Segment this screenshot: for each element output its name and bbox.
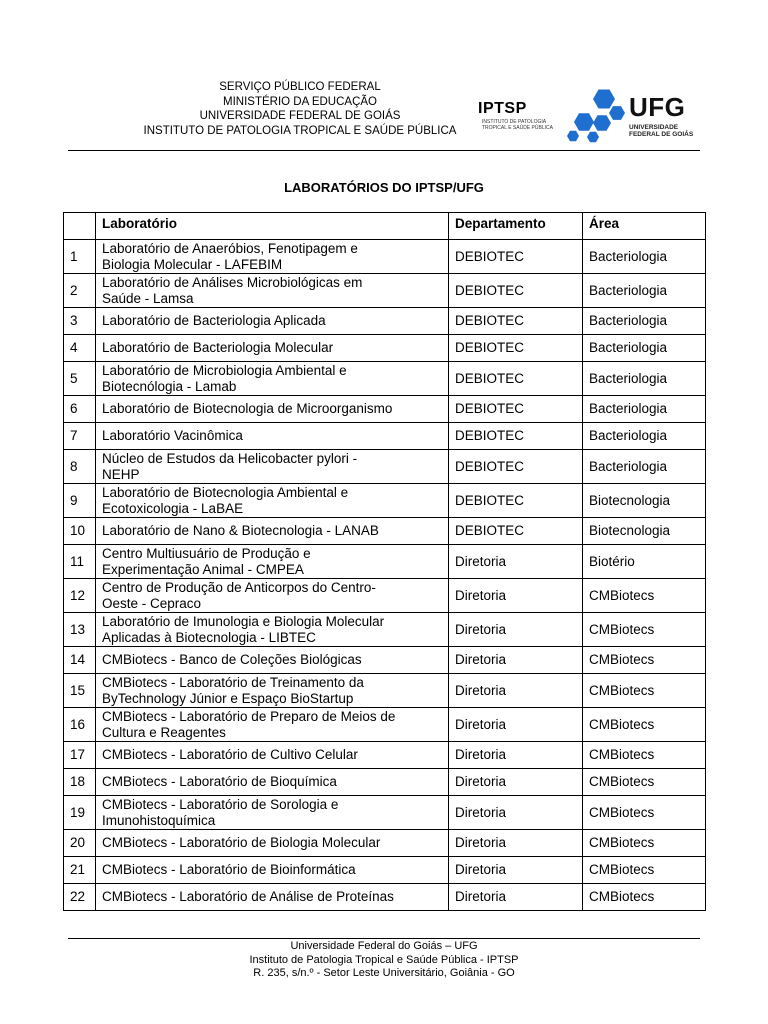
- laboratory-cell: [96, 545, 449, 579]
- page-footer: [0, 940, 768, 981]
- row-number: 4: [64, 335, 96, 362]
- ufg-logo-subtitle: [629, 124, 693, 138]
- laboratory-name-line: CMBiotecs - Laboratório de Sorologia e: [102, 796, 339, 812]
- header-divider: [68, 150, 700, 151]
- area-cell: CMBiotecs: [583, 857, 706, 884]
- table-row: [64, 274, 706, 308]
- department-cell: Diretoria: [449, 796, 583, 830]
- department-cell: Diretoria: [449, 857, 583, 884]
- area-cell: CMBiotecs: [583, 830, 706, 857]
- area-cell: CMBiotecs: [583, 708, 706, 742]
- area-cell: CMBiotecs: [583, 579, 706, 613]
- table-row: [64, 484, 706, 518]
- laboratory-cell: [96, 240, 449, 274]
- laboratory-cell: [96, 274, 449, 308]
- row-number: 19: [64, 796, 96, 830]
- laboratories-table: [63, 212, 706, 911]
- laboratory-name-line: Oeste - Cepraco: [102, 595, 202, 611]
- laboratory-name-line: Laboratório de Anaeróbios, Fenotipagem e: [102, 240, 358, 256]
- ufg-hexagons-icon: [563, 86, 627, 146]
- iptsp-logo-subtitle-line: TROPICAL E SAÚDE PÚBLICA: [482, 124, 553, 131]
- laboratory-name-line: ByTechnology Júnior e Espaço BioStartup: [102, 690, 354, 706]
- laboratory-name-line: Biologia Molecular - LAFEBIM: [102, 256, 283, 272]
- laboratory-name-line: CMBiotecs - Laboratório de Treinamento da: [102, 674, 364, 690]
- area-cell: CMBiotecs: [583, 796, 706, 830]
- laboratory-cell: [96, 518, 449, 545]
- department-cell: DEBIOTEC: [449, 240, 583, 274]
- laboratory-cell: [96, 796, 449, 830]
- department-cell: DEBIOTEC: [449, 484, 583, 518]
- iptsp-logo: [478, 100, 558, 131]
- department-cell: DEBIOTEC: [449, 450, 583, 484]
- row-number: 14: [64, 647, 96, 674]
- area-cell: Biotério: [583, 545, 706, 579]
- laboratory-name-line: NEHP: [102, 466, 140, 482]
- footer-divider: [68, 938, 700, 939]
- footer-line: Universidade Federal do Goiás – UFG: [290, 940, 478, 952]
- hexagon-shape: [609, 106, 625, 120]
- laboratory-cell: [96, 742, 449, 769]
- table-row: [64, 240, 706, 274]
- table-row: [64, 545, 706, 579]
- area-cell: CMBiotecs: [583, 742, 706, 769]
- department-cell: DEBIOTEC: [449, 308, 583, 335]
- letterhead-text: [110, 80, 490, 138]
- laboratory-cell: [96, 450, 449, 484]
- table-body: [64, 240, 706, 911]
- department-cell: Diretoria: [449, 545, 583, 579]
- table-row: [64, 450, 706, 484]
- row-number: 22: [64, 884, 96, 911]
- laboratory-cell: [96, 484, 449, 518]
- row-number: 20: [64, 830, 96, 857]
- department-cell: Diretoria: [449, 769, 583, 796]
- hexagon-shape: [587, 132, 599, 142]
- laboratory-cell: [96, 613, 449, 647]
- table-row: [64, 830, 706, 857]
- laboratory-name-line: Laboratório de Imunologia e Biologia Molecular: [102, 613, 385, 629]
- hexagon-shape: [593, 115, 611, 131]
- row-number: 10: [64, 518, 96, 545]
- row-number: 5: [64, 362, 96, 396]
- department-cell: Diretoria: [449, 830, 583, 857]
- laboratory-cell: [96, 647, 449, 674]
- row-number: 9: [64, 484, 96, 518]
- area-cell: Bacteriologia: [583, 308, 706, 335]
- row-number: 3: [64, 308, 96, 335]
- laboratory-cell: [96, 423, 449, 450]
- laboratory-name-line: Saúde - Lamsa: [102, 290, 194, 306]
- row-number: 2: [64, 274, 96, 308]
- header-line: UNIVERSIDADE FEDERAL DE GOIÁS: [199, 110, 401, 122]
- area-cell: CMBiotecs: [583, 769, 706, 796]
- laboratory-name-line: CMBiotecs - Laboratório de Análise de Proteínas: [102, 889, 394, 904]
- department-cell: DEBIOTEC: [449, 423, 583, 450]
- laboratory-name-line: Cultura e Reagentes: [102, 724, 226, 740]
- laboratory-name-line: Centro de Produção de Anticorpos do Centro-: [102, 579, 376, 595]
- laboratory-name-line: Núcleo de Estudos da Helicobacter pylori -: [102, 450, 358, 466]
- iptsp-logo-subtitle: [482, 120, 558, 131]
- laboratory-name-line: Laboratório de Biotecnologia Ambiental e: [102, 484, 349, 500]
- row-number: 13: [64, 613, 96, 647]
- table-row: [64, 708, 706, 742]
- department-cell: Diretoria: [449, 674, 583, 708]
- area-cell: Bacteriologia: [583, 240, 706, 274]
- laboratory-cell: [96, 884, 449, 911]
- table-row: [64, 857, 706, 884]
- laboratory-cell: [96, 362, 449, 396]
- row-number: 7: [64, 423, 96, 450]
- department-cell: Diretoria: [449, 613, 583, 647]
- row-number: 18: [64, 769, 96, 796]
- hexagon-shape: [574, 113, 594, 130]
- table-row: [64, 335, 706, 362]
- ufg-logo-title: UFG: [629, 92, 686, 122]
- hexagon-shape: [593, 90, 615, 109]
- laboratory-cell: [96, 579, 449, 613]
- area-cell: CMBiotecs: [583, 613, 706, 647]
- laboratory-name-line: CMBiotecs - Laboratório de Bioinformática: [102, 862, 356, 877]
- laboratory-name-line: Laboratório de Microbiologia Ambiental e: [102, 362, 347, 378]
- laboratory-name-line: Laboratório de Análises Microbiológicas em: [102, 274, 363, 290]
- laboratory-name-line: Laboratório Vacinômica: [102, 428, 243, 443]
- area-cell: CMBiotecs: [583, 884, 706, 911]
- area-cell: CMBiotecs: [583, 674, 706, 708]
- laboratory-name-line: Imunohistoquímica: [102, 812, 216, 828]
- row-number: 1: [64, 240, 96, 274]
- department-cell: Diretoria: [449, 742, 583, 769]
- laboratory-cell: [96, 396, 449, 423]
- row-number: 16: [64, 708, 96, 742]
- table-row: [64, 423, 706, 450]
- footer-line: R. 235, s/n.º - Setor Leste Universitário, Goiânia - GO: [253, 967, 515, 979]
- laboratory-name-line: Aplicadas à Biotecnologia - LIBTEC: [102, 629, 316, 645]
- laboratory-cell: [96, 708, 449, 742]
- department-cell: DEBIOTEC: [449, 396, 583, 423]
- table-row: [64, 674, 706, 708]
- area-cell: CMBiotecs: [583, 647, 706, 674]
- table-row: [64, 769, 706, 796]
- laboratory-name-line: Centro Multiusuário de Produção e: [102, 545, 311, 561]
- table-row: [64, 884, 706, 911]
- table-row: [64, 613, 706, 647]
- table-row: [64, 796, 706, 830]
- laboratory-cell: [96, 830, 449, 857]
- department-cell: DEBIOTEC: [449, 274, 583, 308]
- department-cell: Diretoria: [449, 647, 583, 674]
- document-title: LABORATÓRIOS DO IPTSP/UFG: [284, 180, 484, 195]
- area-cell: Biotecnologia: [583, 518, 706, 545]
- laboratory-name-line: Biotecnólogia - Lamab: [102, 378, 237, 394]
- footer-line: Instituto de Patologia Tropical e Saúde Pública - IPTSP: [249, 953, 519, 966]
- column-header: Área: [583, 213, 706, 240]
- table-row: [64, 308, 706, 335]
- row-number: 6: [64, 396, 96, 423]
- table-row: [64, 579, 706, 613]
- row-number: 11: [64, 545, 96, 579]
- laboratory-name-line: CMBiotecs - Laboratório de Biologia Molecular: [102, 835, 381, 850]
- column-header: Departamento: [449, 213, 583, 240]
- laboratory-name-line: CMBiotecs - Laboratório de Cultivo Celular: [102, 747, 358, 762]
- header-line: INSTITUTO DE PATOLOGIA TROPICAL E SAÚDE PÚBLICA: [143, 124, 457, 137]
- hexagon-shape: [567, 131, 579, 141]
- department-cell: DEBIOTEC: [449, 362, 583, 396]
- area-cell: Bacteriologia: [583, 274, 706, 308]
- laboratory-name-line: Ecotoxicologia - LaBAE: [102, 500, 244, 516]
- area-cell: Bacteriologia: [583, 423, 706, 450]
- column-header: Laboratório: [96, 213, 449, 240]
- row-number: 15: [64, 674, 96, 708]
- row-number: 8: [64, 450, 96, 484]
- ufg-logo: [563, 86, 703, 146]
- table-row: [64, 362, 706, 396]
- department-cell: Diretoria: [449, 579, 583, 613]
- laboratory-cell: [96, 769, 449, 796]
- laboratory-cell: [96, 857, 449, 884]
- area-cell: Bacteriologia: [583, 335, 706, 362]
- area-cell: Bacteriologia: [583, 396, 706, 423]
- header-line: SERVIÇO PÚBLICO FEDERAL: [219, 81, 381, 93]
- row-number: 21: [64, 857, 96, 884]
- laboratory-name-line: Laboratório de Bacteriologia Molecular: [102, 340, 334, 355]
- iptsp-logo-title: IPTSP: [478, 100, 527, 117]
- laboratory-name-line: Laboratório de Biotecnologia de Microorganismo: [102, 401, 393, 416]
- department-cell: DEBIOTEC: [449, 335, 583, 362]
- ufg-logo-subtitle-line: FEDERAL DE GOIÁS: [629, 131, 694, 138]
- table-row: [64, 647, 706, 674]
- header-line: MINISTÉRIO DA EDUCAÇÃO: [223, 95, 377, 108]
- row-number: 17: [64, 742, 96, 769]
- table-row: [64, 742, 706, 769]
- laboratory-name-line: CMBiotecs - Laboratório de Bioquímica: [102, 774, 337, 789]
- area-cell: Bacteriologia: [583, 362, 706, 396]
- laboratory-name-line: CMBiotecs - Banco de Coleções Biológicas: [102, 652, 362, 667]
- iptsp-logo-subtitle-line: INSTITUTO DE PATOLOGIA: [482, 119, 547, 125]
- laboratory-cell: [96, 308, 449, 335]
- table-row: [64, 518, 706, 545]
- laboratory-cell: [96, 674, 449, 708]
- laboratory-name-line: Laboratório de Nano & Biotecnologia - LANAB: [102, 523, 379, 538]
- table-header-row: [64, 213, 706, 240]
- department-cell: DEBIOTEC: [449, 518, 583, 545]
- laboratory-cell: [96, 335, 449, 362]
- ufg-logo-subtitle-line: UNIVERSIDADE: [629, 124, 679, 131]
- department-cell: Diretoria: [449, 708, 583, 742]
- area-cell: Biotecnologia: [583, 484, 706, 518]
- column-header: [64, 213, 96, 240]
- laboratory-name-line: CMBiotecs - Laboratório de Preparo de Meios de: [102, 708, 396, 724]
- laboratory-name-line: Laboratório de Bacteriologia Aplicada: [102, 313, 326, 328]
- department-cell: Diretoria: [449, 884, 583, 911]
- table-row: [64, 396, 706, 423]
- area-cell: Bacteriologia: [583, 450, 706, 484]
- row-number: 12: [64, 579, 96, 613]
- laboratory-name-line: Experimentação Animal - CMPEA: [102, 561, 304, 577]
